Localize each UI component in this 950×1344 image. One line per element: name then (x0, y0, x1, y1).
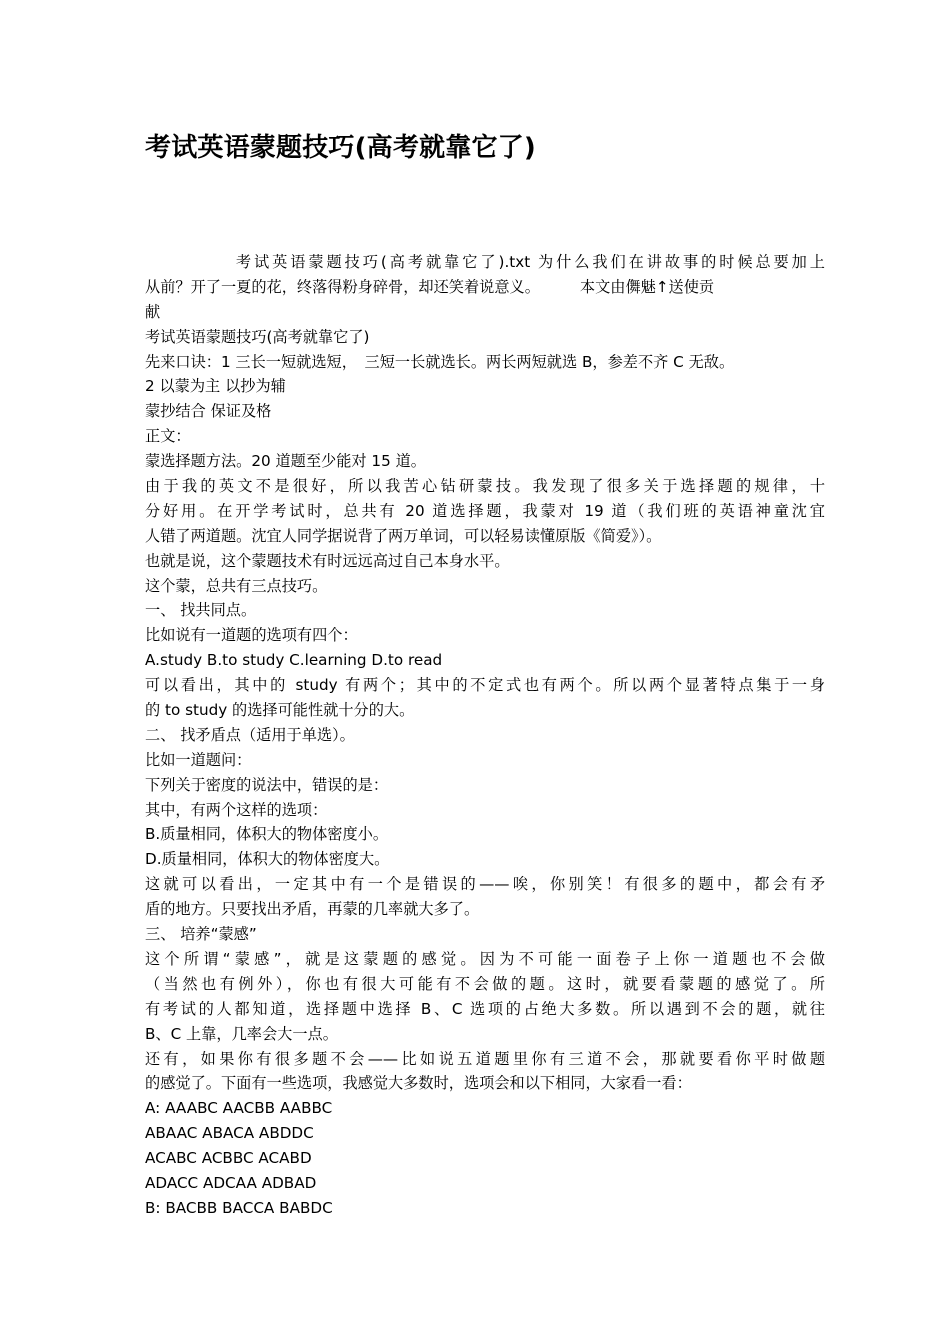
option-line: A.study B.to study C.learning D.to read (145, 651, 443, 670)
paragraph-line: 考试英语蒙题技巧(高考就靠它了).txt 为什么我们在讲故事的时候总要加上 (233, 253, 825, 271)
paragraph-line: B、C 上靠，几率会大一点。 (145, 1024, 338, 1043)
paragraph-line: 这个蒙，总共有三点技巧。 (145, 576, 328, 595)
paragraph-line: 其中，有两个这样的选项： (145, 800, 328, 819)
answer-pattern-line: ADACC ADCAA ADBAD (145, 1173, 317, 1192)
paragraph-line: 比如一道题问： (145, 750, 252, 769)
option-line: B.质量相同，体积大的物体密度小。 (145, 825, 389, 844)
document-title: 考试英语蒙题技巧(高考就靠它了) (145, 133, 536, 163)
paragraph-line: 比如说有一道题的选项有四个： (145, 626, 358, 645)
paragraph-line: 有考试的人都知道，选择题中选择 B、C 选项的占绝大多数。所以遇到不会的题，就往 (145, 999, 825, 1018)
paragraph-line: 先来口诀：1 三长一短就选短， 三短一长就选长。两长两短就选 B，参差不齐 C 无敌。 (145, 352, 735, 371)
option-line: D.质量相同，体积大的物体密度大。 (145, 850, 390, 869)
paragraph-line: 献 (145, 302, 161, 321)
section-heading: 二、 找矛盾点（适用于单选）。 (145, 725, 355, 744)
paragraph-line: 分好用。在开学考试时，总共有 20 道选择题，我蒙对 19 道（我们班的英语神童沈宜 (145, 501, 825, 520)
paragraph-line: （当然也有例外），你也有很大可能有不会做的题。这时，就要看蒙题的感觉了。所 (145, 974, 825, 993)
paragraph-line: 考试英语蒙题技巧(高考就靠它了) (145, 327, 370, 346)
paragraph-line: 也就是说，这个蒙题技术有时远远高过自己本身水平。 (145, 551, 510, 570)
document-body (145, 250, 825, 1221)
answer-pattern-line: B: BACBB BACCA BABDC (145, 1198, 333, 1217)
paragraph-line: 的 to study 的选择可能性就十分的大。 (145, 701, 415, 720)
paragraph-line: 正文： (145, 427, 191, 446)
paragraph-line: 这个所谓“蒙感”，就是这蒙题的感觉。因为不可能一面卷子上你一道题也不会做 (145, 949, 825, 968)
paragraph-line: 还有，如果你有很多题不会——比如说五道题里你有三道不会，那就要看你平时做题 (145, 1049, 825, 1068)
paragraph-line: 由于我的英文不是很好，所以我苦心钻研蒙技。我发现了很多关于选择题的规律，十 (145, 477, 825, 496)
paragraph-line: 盾的地方。只要找出矛盾，再蒙的几率就大多了。 (145, 900, 480, 919)
answer-pattern-line: ACABC ACBBC ACABD (145, 1149, 312, 1168)
paragraph-line: 2 以蒙为主 以抄为辅 (145, 377, 286, 396)
answer-pattern-line: A: AAABC AACBB AABBC (145, 1099, 333, 1118)
paragraph-line: 人错了两道题。沈宜人同学据说背了两万单词，可以轻易读懂原版《简爱》）。 (145, 526, 662, 545)
paragraph-line: 的感觉了。下面有一些选项，我感觉大多数时，选项会和以下相同，大家看一看： (145, 1074, 692, 1093)
section-heading: 三、 培养“蒙感” (145, 925, 257, 944)
section-heading: 一、 找共同点。 (145, 601, 257, 620)
paragraph-line: 蒙抄结合 保证及格 (145, 402, 272, 421)
paragraph-line: 从前？开了一夏的花，终落得粉身碎骨，却还笑着说意义。 本文由儛魅↑送使贡 (145, 277, 715, 296)
answer-pattern-line: ABAAC ABACA ABDDC (145, 1124, 314, 1143)
paragraph-line: 这就可以看出，一定其中有一个是错误的——唉，你别笑！有很多的题中，都会有矛 (145, 875, 825, 894)
paragraph-line: 可以看出，其中的 study 有两个；其中的不定式也有两个。所以两个显著特点集于一身 (145, 676, 825, 695)
paragraph-line: 下列关于密度的说法中，错误的是： (145, 775, 388, 794)
paragraph-line: 蒙选择题方法。20 道题至少能对 15 道。 (145, 452, 426, 471)
